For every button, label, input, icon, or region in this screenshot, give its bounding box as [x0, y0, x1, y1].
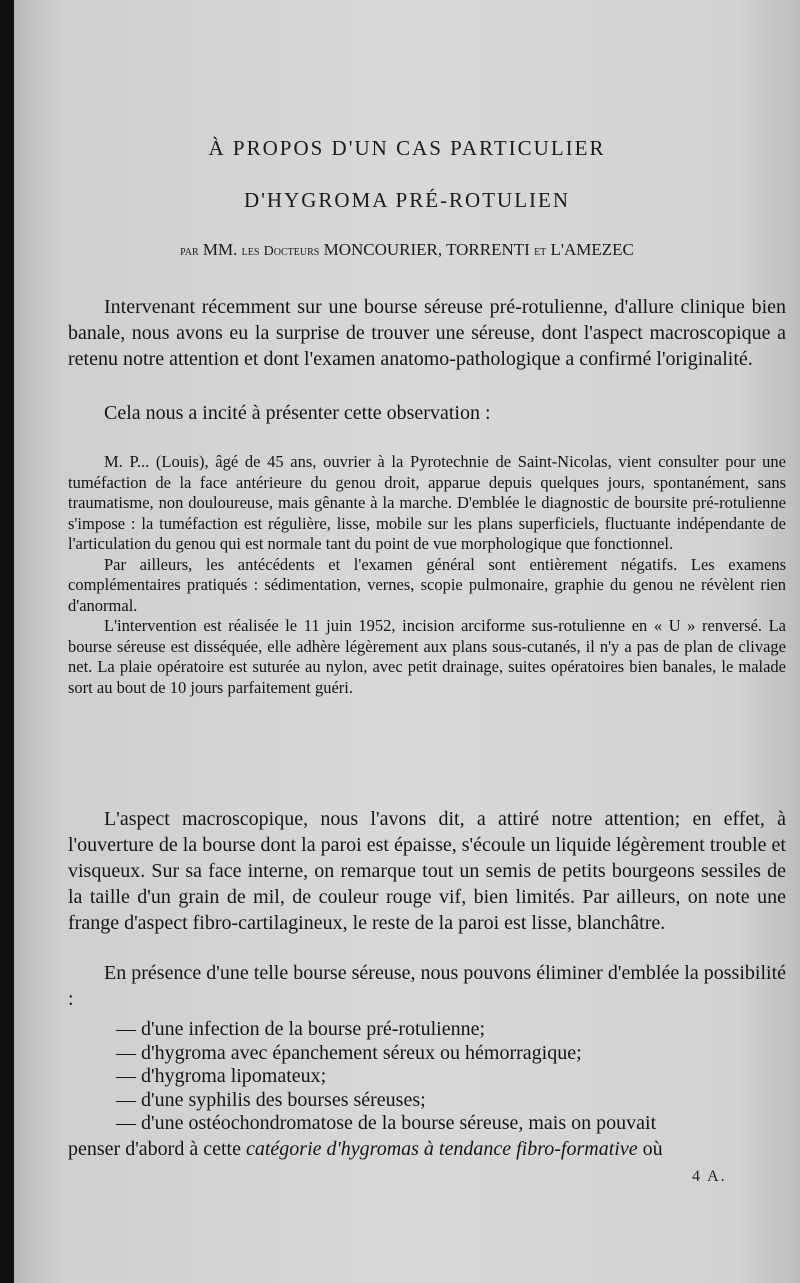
macroscopic-paragraph	[68, 806, 786, 936]
byline-names: MONCOURIER, TORRENTI	[323, 240, 530, 259]
case-paragraph-2: Par ailleurs, les antécédents et l'examen général sont entièrement négatifs. Les examens complémentaires pratiqués : sédimentation, vernes, scopie pulmonaire, graphie du genou ne révèlent rien d'anormal.	[68, 554, 786, 615]
list-item: — d'une infection de la bourse pré-rotulienne;	[116, 1018, 486, 1040]
byline-last-author: L'AMEZEC	[550, 240, 634, 259]
case-report	[68, 452, 786, 698]
byline-et: et	[534, 244, 547, 259]
document-page	[14, 0, 800, 1283]
list-item: — d'une ostéochondromatose de la bourse séreuse, mais on pouvait	[116, 1112, 657, 1134]
list-item: — d'hygroma lipomateux;	[116, 1065, 327, 1087]
byline-par: par	[180, 244, 199, 259]
observation-intro	[68, 400, 786, 426]
presence-paragraph	[68, 960, 786, 1012]
diagnosis-list	[68, 1018, 786, 1136]
byline-les: les	[241, 244, 260, 259]
intro-paragraph	[68, 294, 786, 372]
case-paragraph-3: L'intervention est réalisée le 11 juin 1952, incision arciforme sus-rotulienne en « U » renversé. La bourse séreuse est disséquée, elle adhère légèrement aux plans sous-cutanés, il n'y a pas de plan de clivage net. La plaie opératoire est suturée au nylon, avec petit drainage, suites opératoires bien banales, le malade sort au bout de 10 jours parfaitement guéri.	[68, 616, 786, 697]
case-paragraph-1: M. P... (Louis), âgé de 45 ans, ouvrier à la Pyrotechnie de Saint-Nicolas, vient consulter pour une tuméfaction de la face antérieure du genou droit, apparue depuis quelques jours, spontanément, sans traumatisme, non douloureuse, mais gênante à la marche. D'emblée le diagnostic de boursite pré-rotulienne s'impose : la tuméfaction est régulière, lisse, mobile sur les plans superficiels, fluctuante indépendante de l'articulation du genou qui est normale tant du point de vue morphologique que fonctionnel.	[68, 452, 786, 553]
scan-edge	[0, 0, 14, 1283]
page-number: 4 A.	[692, 1168, 727, 1185]
article-title-line-1: À PROPOS D'UN CAS PARTICULIER	[208, 136, 606, 160]
last-line-italic: catégorie d'hygromas à tendance fibro-formative	[245, 1138, 638, 1160]
byline-mm: MM.	[202, 240, 238, 259]
article-title-line-2: D'HYGROMA PRÉ-ROTULIEN	[243, 188, 571, 212]
last-line-start: penser d'abord à cette	[68, 1138, 246, 1160]
intro-text: Intervenant récemment sur une bourse séreuse pré-rotulienne, d'allure clinique bien banale, nous avons eu la surprise de trouver une séreuse, dont l'aspect macroscopique a retenu notre attention et dont l'examen anatomo-pathologique a confirmé l'originalité.	[68, 296, 786, 370]
last-line	[68, 1136, 786, 1162]
presence-text: En présence d'une telle bourse séreuse, nous pouvons éliminer d'emblée la possibilité :	[68, 962, 786, 1010]
list-item: — d'hygroma avec épanchement séreux ou hémorragique;	[116, 1041, 582, 1064]
observation-intro-text: Cela nous a incité à présenter cette observation :	[104, 402, 491, 424]
byline	[14, 240, 800, 260]
list-item: — d'une syphilis des bourses séreuses;	[116, 1088, 426, 1111]
byline-docteurs: Docteurs	[263, 244, 320, 259]
last-line-end: où	[637, 1138, 663, 1160]
macroscopic-text: L'aspect macroscopique, nous l'avons dit, a attiré notre attention; en effet, à l'ouverture de la bourse dont la paroi est épaisse, s'écoule un liquide légèrement trouble et visqueux. Sur sa face interne, on remarque tout un semis de petits bourgeons sessiles de la taille d'un grain de mil, de couleur rouge vif, bien limités. Par ailleurs, on note une frange d'aspect fibro-cartilagineux, le reste de la paroi est lisse, blanchâtre.	[68, 808, 786, 934]
